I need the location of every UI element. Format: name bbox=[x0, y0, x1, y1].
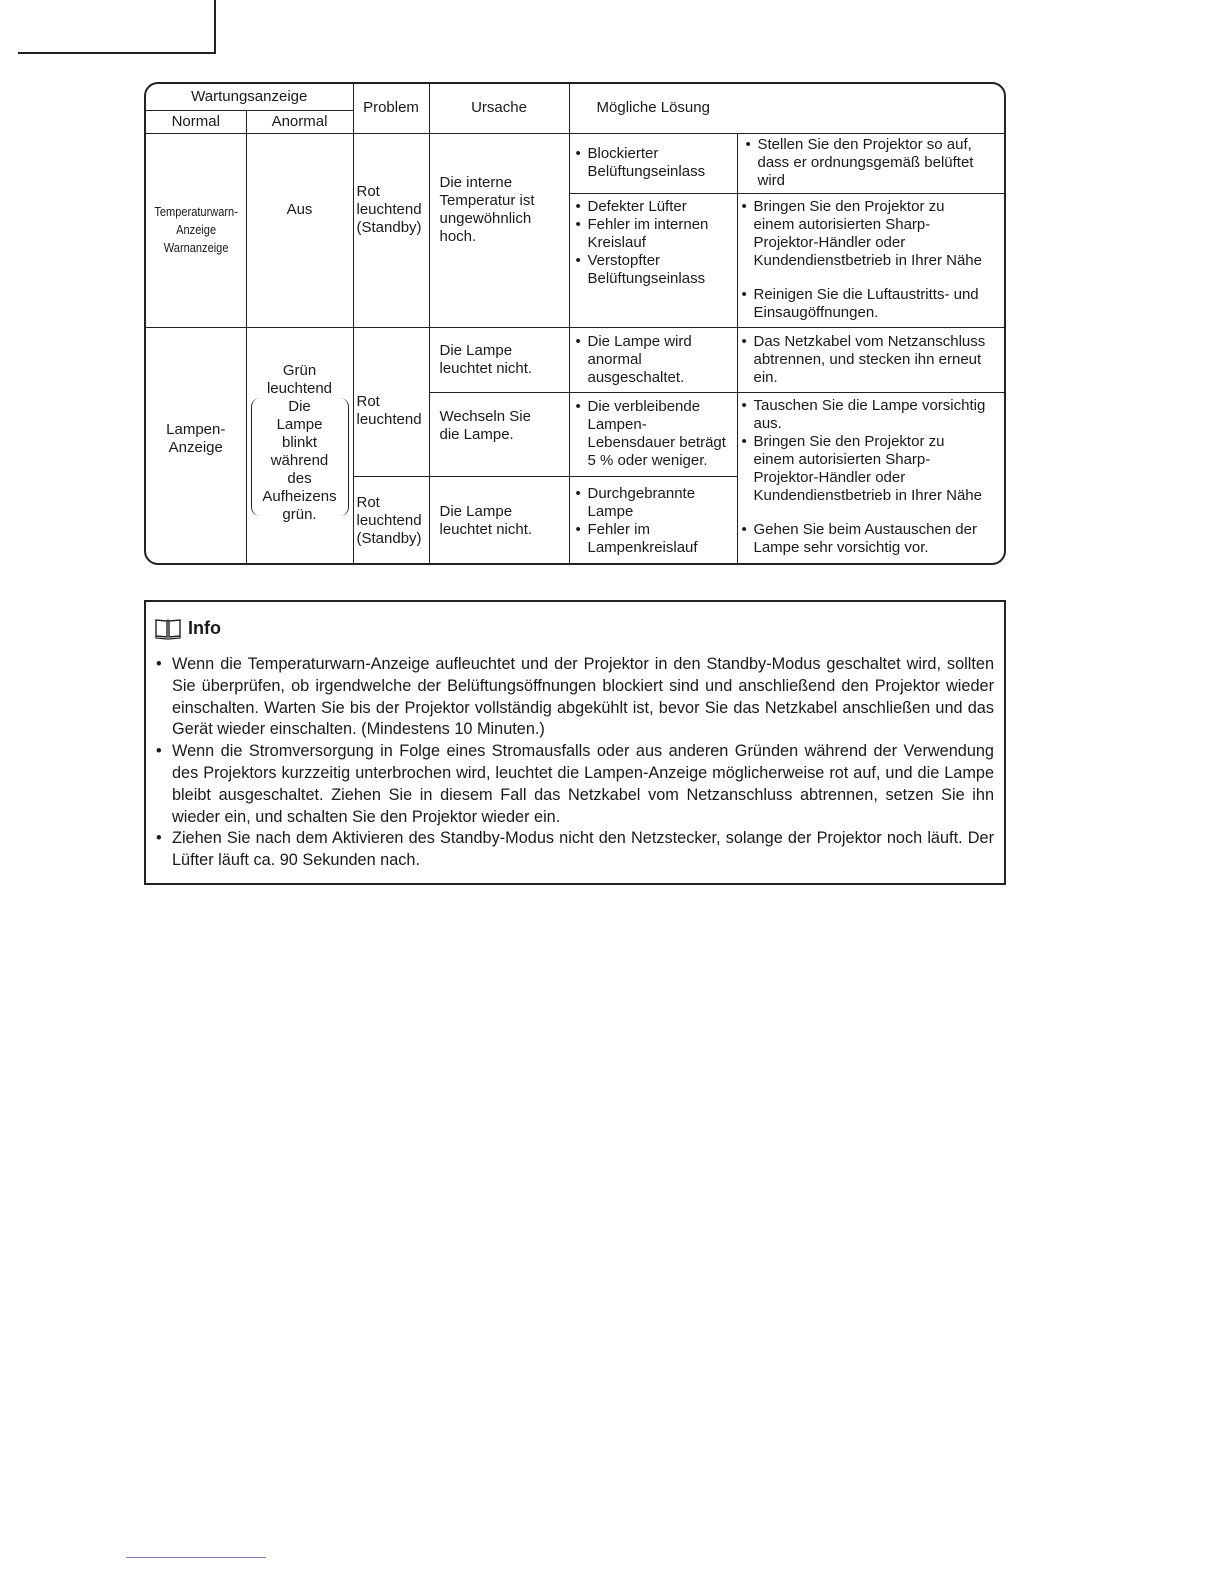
temp-cause-1 bbox=[569, 133, 737, 193]
list-item: • Die Lampe wird anormal ausgeschaltet. bbox=[576, 333, 731, 387]
info-item: • Wenn die Temperaturwarn-Anzeige aufleuchtet und der Projektor in den Standby-Modus geschaltet wird, sollten Sie überprüfen, ob irgendwelche der Belüftungsöffnungen blockiert sind und anschließend den Projektor wieder einschalten. Warten Sie bis der Projektor vollständig abgekühlt ist, bevor Sie das Netzkabel anschließen und das Gerät wieder einschalten. (Mindestens 10 Minuten.) bbox=[154, 654, 994, 741]
info-box bbox=[144, 600, 1006, 885]
list-item: • Fehler im Lampenkreislauf bbox=[576, 521, 731, 557]
page-corner-frame bbox=[18, 0, 216, 54]
header-loesung: Mögliche Lösung bbox=[569, 84, 737, 133]
info-header bbox=[154, 616, 994, 640]
list-item: • Die verbleibende Lampen- Lebensdauer beträgt 5 % oder weniger. bbox=[576, 398, 731, 470]
header-normal: Normal bbox=[146, 110, 246, 133]
list-item: • Defekter Lüfter bbox=[576, 198, 731, 216]
info-list bbox=[154, 654, 994, 872]
lamp-cause-1 bbox=[569, 327, 737, 392]
header-anormal: Anormal bbox=[246, 110, 353, 133]
list-item: • Stellen Sie den Projektor so auf, dass er ordnungsgemäß belüftet wird bbox=[746, 136, 999, 190]
temp-cause-2 bbox=[569, 193, 737, 327]
info-item: • Ziehen Sie nach dem Aktivieren des Standby-Modus nicht den Netzstecker, solange der Projektor noch läuft. Der Lüfter läuft ca. 90 Sekunden nach. bbox=[154, 828, 994, 872]
lamp-indicator-label: Lampen- Anzeige bbox=[146, 327, 246, 565]
temp-indicator-label: Temperaturwarn- Anzeige Warnanzeige bbox=[146, 133, 246, 327]
lamp-solution-2-3 bbox=[737, 392, 1004, 565]
lamp-cause-3 bbox=[569, 476, 737, 565]
list-item: • Bringen Sie den Projektor zu einem autorisierten Sharp- Projektor-Händler oder Kundendienstbetrieb in Ihrer Nähe bbox=[742, 198, 999, 270]
info-title: Info bbox=[188, 617, 221, 638]
temp-normal-state: Aus bbox=[246, 133, 353, 327]
lamp-normal-state: Grün leuchtend Die Lampe blinkt während des Aufheizens grün. bbox=[246, 327, 353, 565]
lamp-anormal-state-2: Rot leuchtend (Standby) bbox=[353, 476, 429, 565]
list-item: • Blockierter Belüftungseinlass bbox=[576, 145, 731, 181]
lamp-problem-2: Wechseln Sie die Lampe. bbox=[429, 392, 569, 476]
footer-link-rule bbox=[126, 1557, 266, 1558]
list-item: • Reinigen Sie die Luftaustritts- und Einsaugöffnungen. bbox=[742, 286, 999, 322]
book-icon bbox=[154, 616, 182, 640]
lamp-problem-1: Die Lampe leuchtet nicht. bbox=[429, 327, 569, 392]
lamp-problem-3: Die Lampe leuchtet nicht. bbox=[429, 476, 569, 565]
right-bracket bbox=[340, 398, 349, 516]
list-item: • Durchgebrannte Lampe bbox=[576, 485, 731, 521]
left-bracket bbox=[251, 398, 260, 516]
temp-solution-1 bbox=[737, 133, 1004, 193]
list-item: • Verstopfter Belüftungseinlass bbox=[576, 252, 731, 288]
lamp-solution-1 bbox=[737, 327, 1004, 392]
list-item: • Tauschen Sie die Lampe vorsichtig aus. bbox=[742, 397, 999, 433]
list-item: • Gehen Sie beim Austauschen der Lampe sehr vorsichtig vor. bbox=[742, 521, 999, 557]
header-ursache: Ursache bbox=[429, 84, 569, 133]
list-item: • Fehler im internen Kreislauf bbox=[576, 216, 731, 252]
info-item: • Wenn die Stromversorgung in Folge eines Stromausfalls oder aus anderen Gründen während der Verwendung des Projektors kurzzeitig unterbrochen wird, leuchtet die Lampen-Anzeige möglicherweise rot auf, und die Lampe bleibt ausgeschaltet. Ziehen Sie in diesem Fall das Netzkabel vom Netzanschluss abtrennen, setzen Sie ihn wieder ein, und schalten Sie den Projektor wieder ein. bbox=[154, 741, 994, 828]
header-wartungsanzeige: Wartungsanzeige bbox=[146, 84, 353, 110]
normal-paren-text: Die Lampe blinkt während des Aufheizens grün. bbox=[262, 397, 337, 523]
list-item: • Das Netzkabel vom Netzanschluss abtrennen, und stecken ihn erneut ein. bbox=[742, 333, 999, 387]
maintenance-table bbox=[144, 82, 1006, 565]
header-problem: Problem bbox=[353, 84, 429, 133]
temp-problem: Die interne Temperatur ist ungewöhnlich hoch. bbox=[429, 133, 569, 327]
temp-anormal-state: Rot leuchtend (Standby) bbox=[353, 133, 429, 327]
temp-solution-2 bbox=[737, 193, 1004, 327]
lamp-cause-2 bbox=[569, 392, 737, 476]
list-item: • Bringen Sie den Projektor zu einem autorisierten Sharp- Projektor-Händler oder Kundendienstbetrieb in Ihrer Nähe bbox=[742, 433, 999, 505]
lamp-anormal-state-1: Rot leuchtend bbox=[353, 327, 429, 476]
